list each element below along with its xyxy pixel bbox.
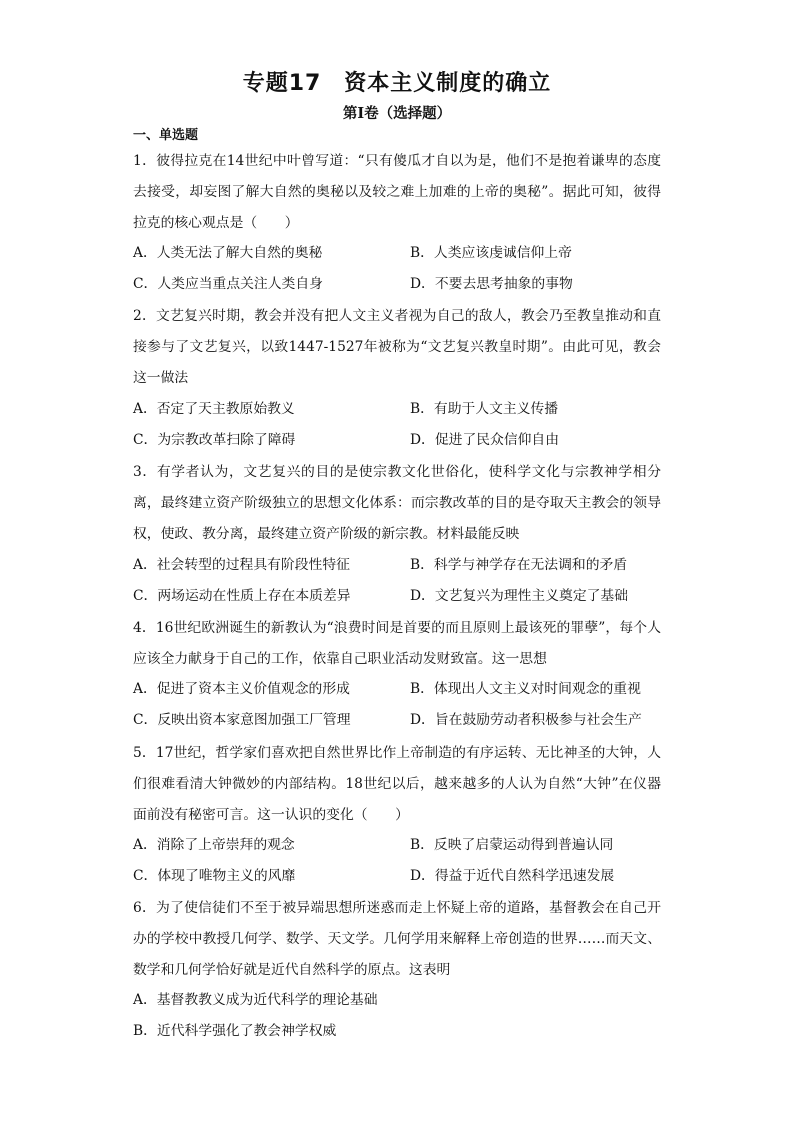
question-3-option-c: C．两场运动在性质上存在本质差异 <box>133 588 351 604</box>
question-6-option-b: B．近代科学强化了教会神学权威 <box>133 1023 337 1039</box>
question-5-option-d: D．得益于近代自然科学迅速发展 <box>410 868 615 884</box>
question-5-option-c: C．体现了唯物主义的风靡 <box>133 868 296 884</box>
question-4-option-b: B．体现出人文主义对时间观念的重视 <box>410 681 641 697</box>
question-2-stem: 2．文艺复兴时期，教会并没有把人文主义者视为自己的敌人，教会乃至教皇推动和直接参与了文艺复兴，以致1447-1527年被称为“文艺复兴教皇时期”。由此可见，教会这一做法 <box>133 308 661 386</box>
question-4-option-d: D．旨在鼓励劳动者积极参与社会生产 <box>410 712 642 728</box>
question-3-option-d: D．文艺复兴为理性主义奠定了基础 <box>410 588 629 604</box>
question-3-option-b: B．科学与神学存在无法调和的矛盾 <box>410 557 628 573</box>
question-3-stem: 3．有学者认为，文艺复兴的目的是使宗教文化世俗化，使科学文化与宗教神学相分离，最终建立资产阶级独立的思想文化体系：而宗教改革的目的是夺取天主教会的领导权，使政、教分离，最终建立资产阶级的新宗教。材料最能反映 <box>133 464 661 542</box>
question-3-option-a: A．社会转型的过程具有阶段性特征 <box>133 557 350 573</box>
question-5-option-b: B．反映了启蒙运动得到普遍认同 <box>410 837 614 853</box>
question-2-option-c: C．为宗教改革扫除了障碍 <box>133 432 296 448</box>
question-4-option-c: C．反映出资本家意图加强工厂管理 <box>133 712 351 728</box>
question-1-option-c: C．人类应当重点关注人类自身 <box>133 276 323 292</box>
question-4-option-a: A．促进了资本主义价值观念的形成 <box>133 681 350 697</box>
question-1-option-b: B．人类应该虔诚信仰上帝 <box>410 245 572 261</box>
question-1-stem: 1．彼得拉克在14世纪中叶曾写道：“只有傻瓜才自以为是，他们不是抱着谦卑的态度去接受，却妄图了解大自然的奥秘以及较之难上加难的上帝的奥秘”。据此可知，彼得拉克的核心观点是（ ） <box>133 153 661 231</box>
question-4-stem: 4．16世纪欧洲诞生的新教认为“浪费时间是首要的而且原则上最该死的罪孽”，每个人应该全力献身于自己的工作，依靠自己职业活动发财致富。这一思想 <box>133 620 661 667</box>
question-1-option-a: A．人类无法了解大自然的奥秘 <box>133 245 323 261</box>
page-title: 专题17 资本主义制度的确立 <box>242 71 552 96</box>
question-5-stem: 5．17世纪，哲学家们喜欢把自然世界比作上帝制造的有序运转、无比神圣的大钟，人们很难看清大钟微妙的内部结构。18世纪以后，越来越多的人认为自然“大钟”在仪器面前没有秘密可言。这一认识的变化（ ） <box>133 745 661 823</box>
volume-subtitle: 第I卷（选择题） <box>342 105 452 122</box>
question-2-option-a: A．否定了天主教原始教义 <box>133 401 295 417</box>
question-1-option-d: D．不要去思考抽象的事物 <box>410 276 573 292</box>
section-heading: 一、单选题 <box>133 128 199 143</box>
question-6-option-a: A．基督教教义成为近代科学的理论基础 <box>133 992 378 1008</box>
question-2-option-b: B．有助于人文主义传播 <box>410 401 559 417</box>
question-2-option-d: D．促进了民众信仰自由 <box>410 432 560 448</box>
question-5-option-a: A．消除了上帝崇拜的观念 <box>133 837 295 853</box>
question-6-stem: 6．为了使信徒们不至于被异端思想所迷惑而走上怀疑上帝的道路，基督教会在自己开办的学校中教授几何学、数学、天文学。几何学用来解释上帝创造的世界……而天文、数学和几何学恰好就是近代自然科学的原点。这表明 <box>133 900 661 978</box>
